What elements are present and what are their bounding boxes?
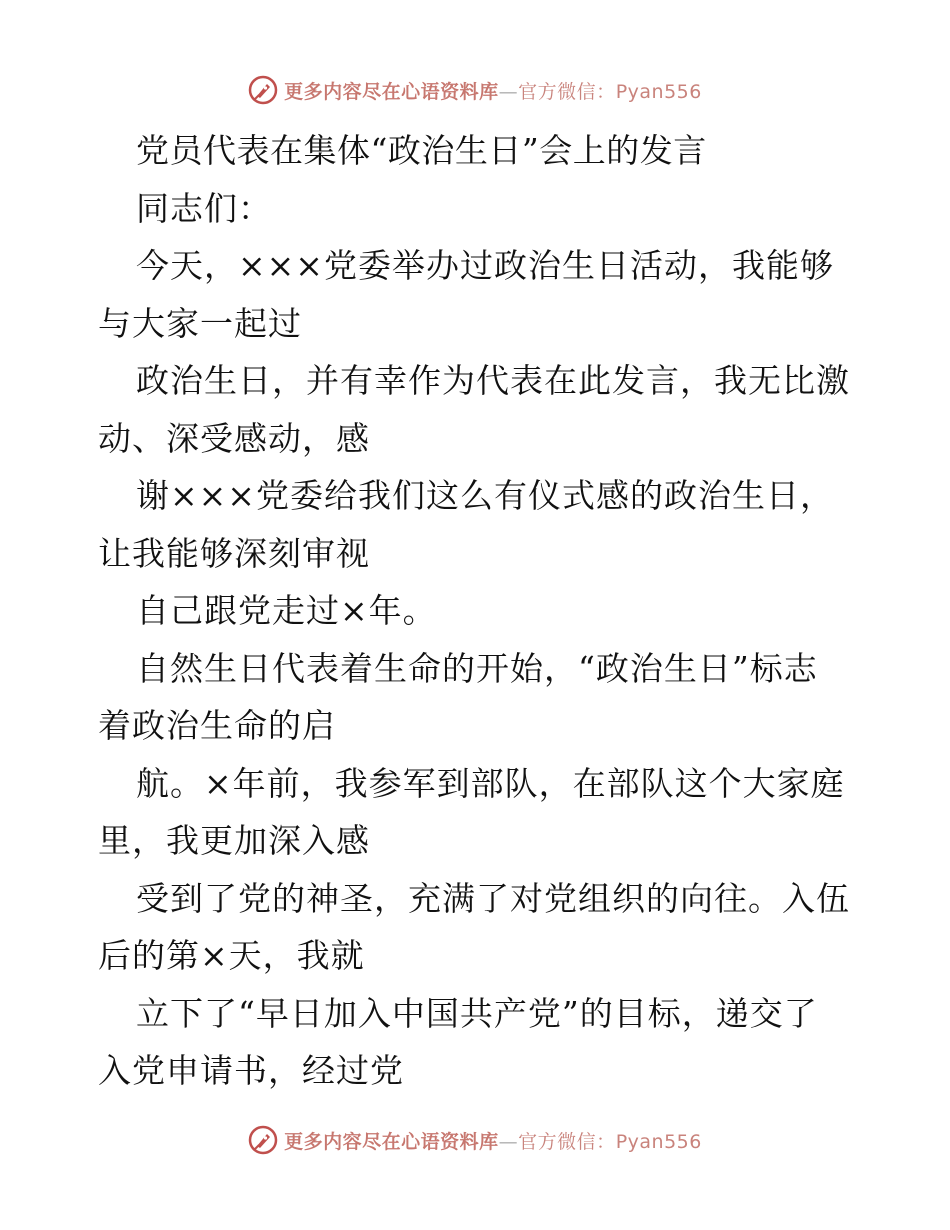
paragraph-line: 与大家一起过 bbox=[98, 303, 302, 343]
pen-nib-logo-icon bbox=[248, 75, 278, 105]
watermark-id: Pyan556 bbox=[615, 1130, 702, 1153]
paragraph-line: 让我能够深刻审视 bbox=[98, 533, 370, 573]
watermark-main: 更多内容尽在心语资料库 bbox=[284, 1130, 499, 1153]
salutation: 同志们： bbox=[136, 188, 272, 228]
paragraph-line: 着政治生命的启 bbox=[98, 706, 336, 745]
paragraph-line: 立下了“早日加入中国共产党”的目标，递交了 bbox=[136, 993, 818, 1033]
document-body bbox=[98, 122, 858, 1100]
paragraph-line: 自己跟党走过×年。 bbox=[136, 591, 437, 630]
watermark-text bbox=[284, 1127, 702, 1154]
paragraph-line: 自然生日代表着生命的开始，“政治生日”标志 bbox=[136, 648, 818, 688]
watermark-label: 官方微信： bbox=[518, 1130, 616, 1153]
pen-nib-logo-icon bbox=[248, 1125, 278, 1155]
watermark-id: Pyan556 bbox=[615, 80, 702, 103]
document-title: 党员代表在集体“政治生日”会上的发言 bbox=[136, 131, 707, 170]
paragraph-line: 后的第×天，我就 bbox=[98, 936, 365, 975]
watermark-separator: — bbox=[498, 80, 519, 103]
paragraph-line: 入党申请书，经过党 bbox=[98, 1051, 404, 1090]
header-watermark bbox=[0, 72, 950, 108]
paragraph-line: 航。×年前，我参军到部队，在部队这个大家庭 bbox=[136, 763, 845, 803]
watermark-separator: — bbox=[498, 1130, 519, 1153]
watermark-main: 更多内容尽在心语资料库 bbox=[284, 80, 499, 103]
paragraph-line: 动、深受感动，感 bbox=[98, 418, 370, 458]
watermark-text bbox=[284, 77, 702, 104]
paragraph-line: 谢×××党委给我们这么有仪式感的政治生日， bbox=[136, 476, 834, 515]
paragraph-line: 受到了党的神圣，充满了对党组织的向往。入伍 bbox=[136, 878, 850, 918]
watermark-label: 官方微信： bbox=[518, 80, 616, 103]
paragraph-line: 政治生日，并有幸作为代表在此发言，我无比激 bbox=[136, 361, 850, 400]
footer-watermark bbox=[0, 1122, 950, 1158]
paragraph-line: 里，我更加深入感 bbox=[98, 821, 370, 860]
paragraph-line: 今天，×××党委举办过政治生日活动，我能够 bbox=[136, 246, 834, 285]
